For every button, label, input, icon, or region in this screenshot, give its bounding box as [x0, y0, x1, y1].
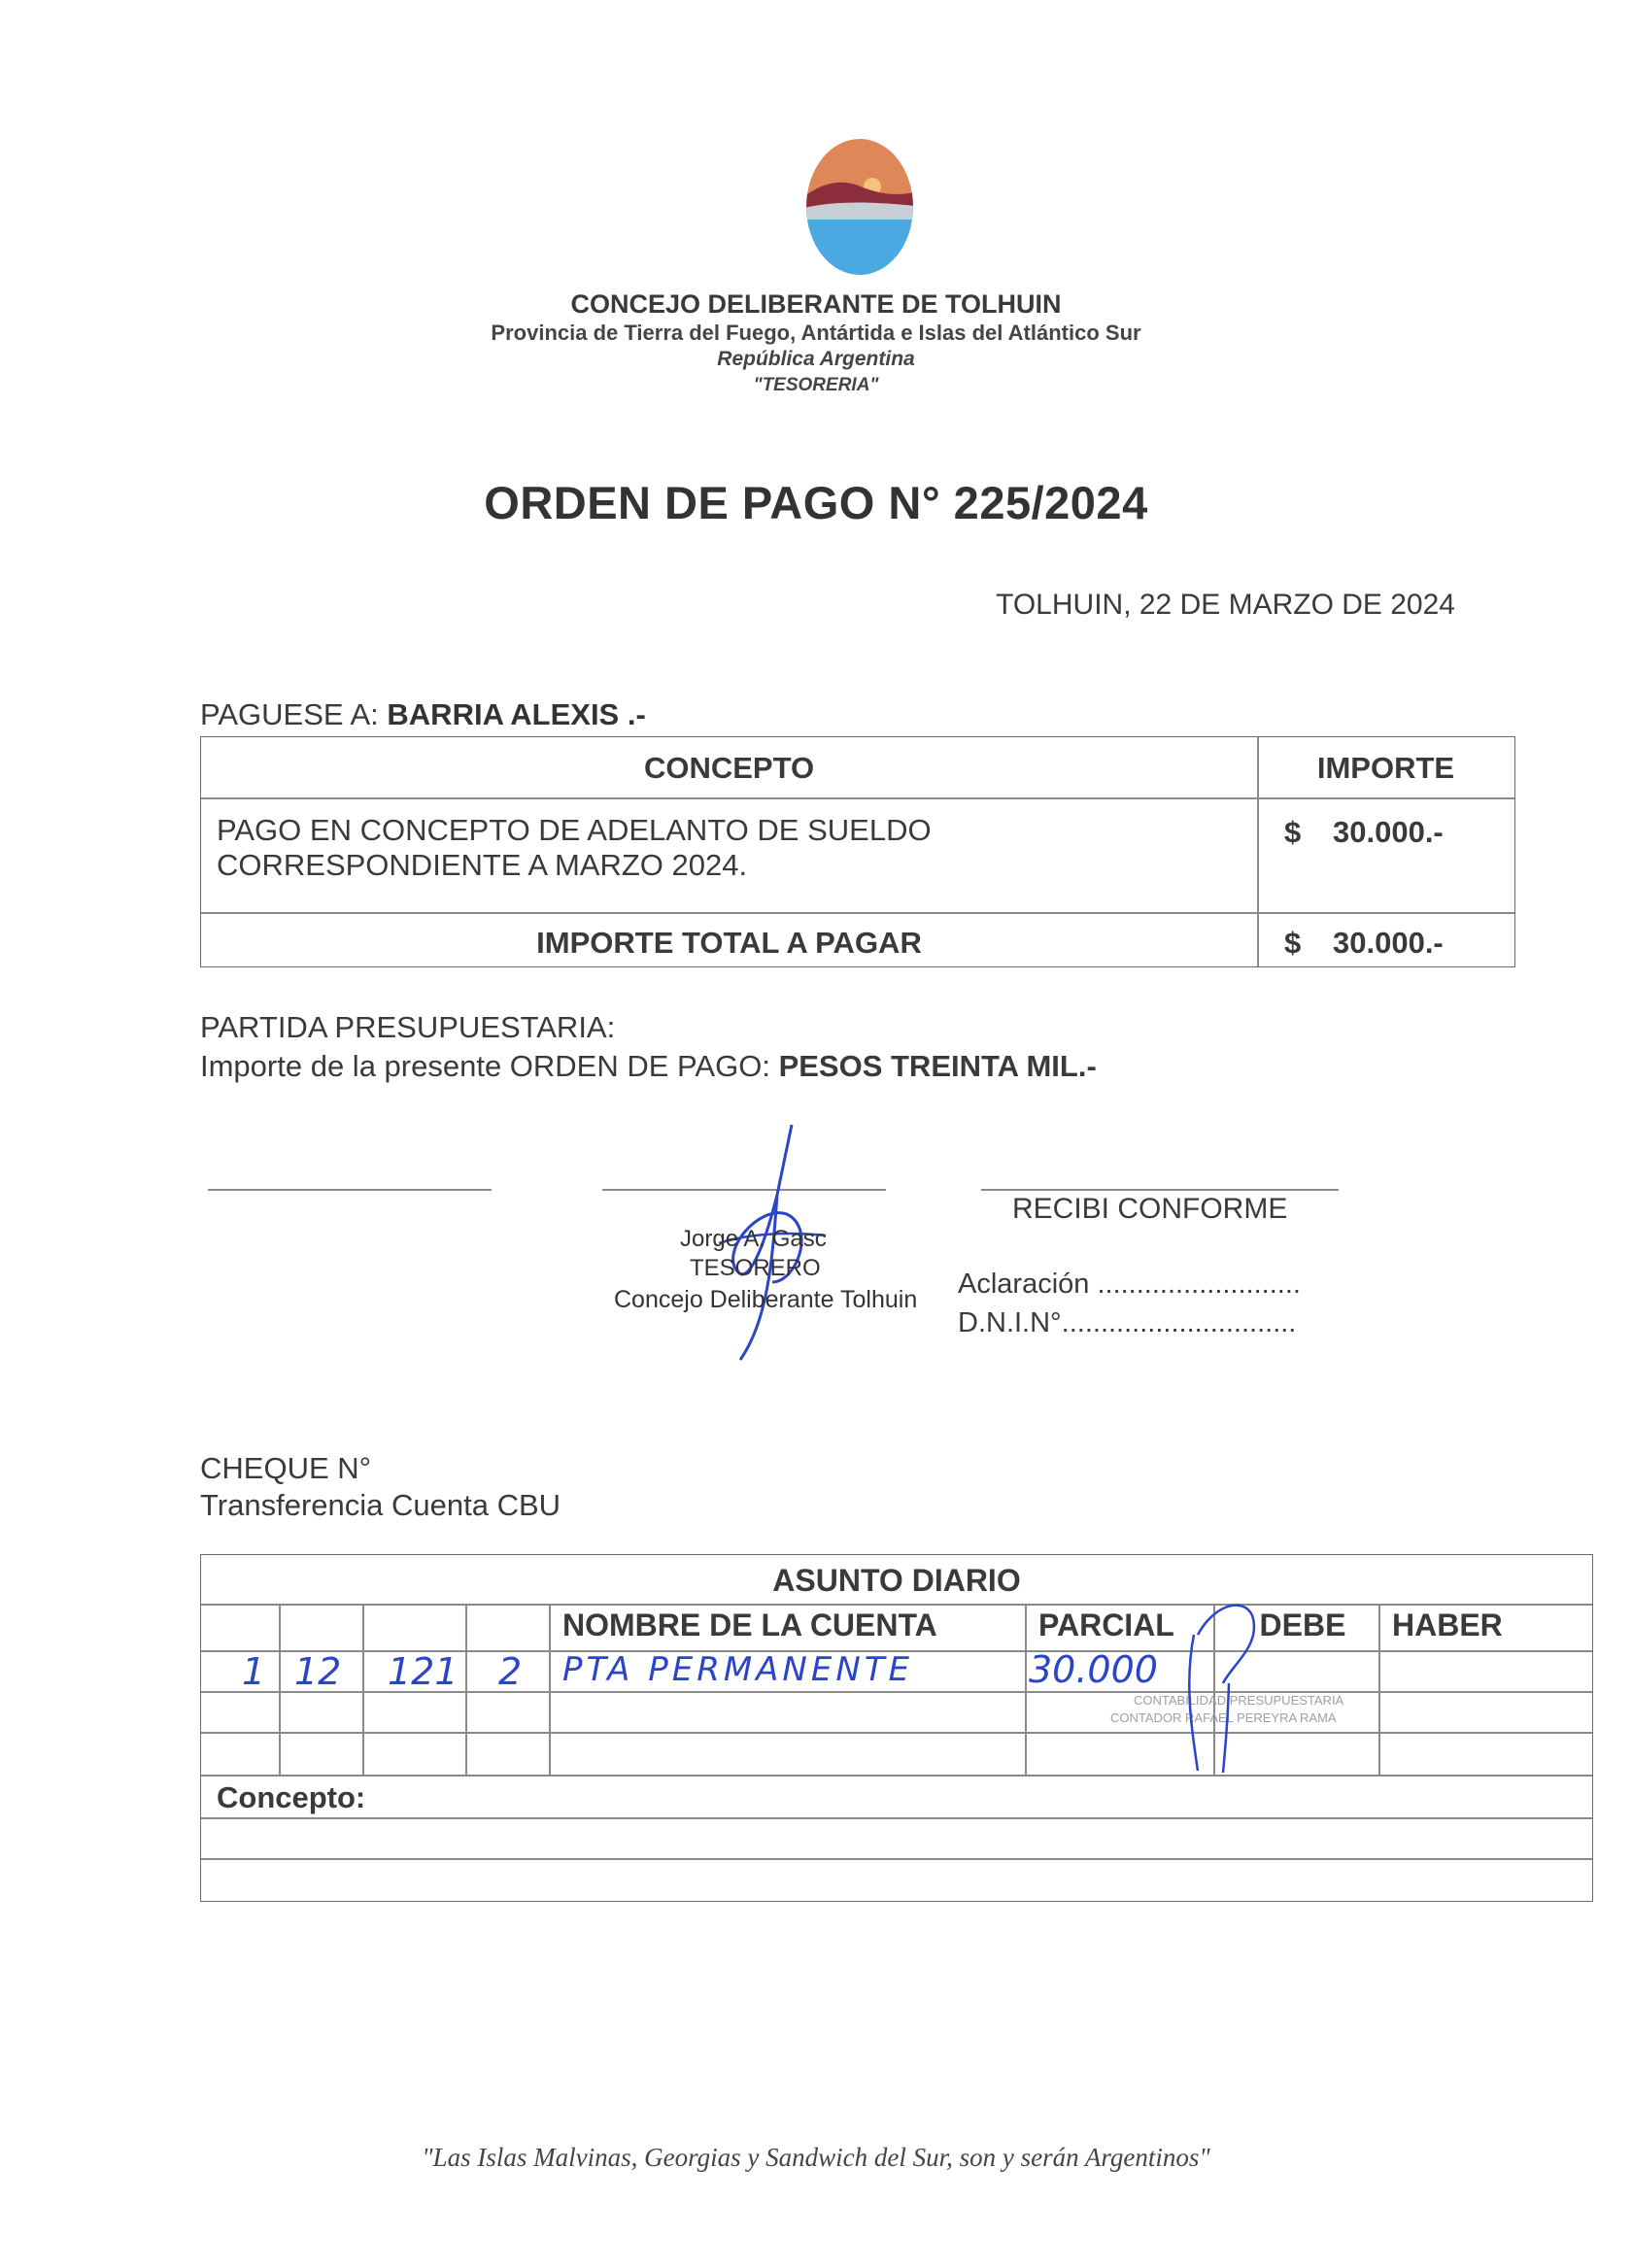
budget-label: PARTIDA PRESUPUESTARIA: [200, 1010, 616, 1044]
payee-label: PAGUESE A: [200, 697, 379, 731]
budget-amount-words: PESOS TREINTA MIL.- [778, 1049, 1097, 1083]
concept-label: Concepto: [217, 1780, 366, 1814]
credit-header: HABER [1392, 1608, 1503, 1642]
concept-header: CONCEPTO [643, 751, 815, 785]
clarification-field: Aclaración .......................... [958, 1269, 1301, 1300]
stamp-line-1: CONTABILIDAD PRESUPUESTARIA [1134, 1693, 1344, 1708]
account-name-handwritten: PTA PERMANENTE [562, 1650, 914, 1689]
row-divider [201, 1775, 1592, 1777]
column-divider [362, 1604, 364, 1775]
payee-name: BARRIA ALEXIS .- [387, 697, 646, 731]
row-divider [201, 1858, 1592, 1860]
dni-field: D.N.I.N°.............................. [958, 1307, 1297, 1338]
payee-line [200, 697, 646, 732]
row-divider [201, 1817, 1592, 1819]
code-3: 121 [388, 1650, 459, 1693]
document-title: ORDEN DE PAGO N° 225/2024 [484, 477, 1148, 528]
province-name: Provincia de Tierra del Fuego, Antártida e Islas del Atlántico Sur [491, 321, 1141, 345]
budget-amount-line [200, 1049, 1097, 1084]
journal-table [200, 1554, 1593, 1902]
total-currency: $ [1284, 926, 1302, 960]
concept-text-line-2: CORRESPONDIENTE A MARZO 2024. [217, 848, 748, 882]
debit-header: DEBE [1259, 1608, 1346, 1642]
total-amount: 30.000.- [1333, 926, 1444, 960]
column-divider [1378, 1604, 1380, 1775]
received-label: RECIBI CONFORME [1012, 1193, 1288, 1225]
row-divider [201, 1732, 1592, 1734]
column-divider [465, 1604, 467, 1775]
budget-amount-prefix: Importe de la presente ORDEN DE PAGO: [200, 1049, 770, 1083]
date-line: TOLHUIN, 22 DE MARZO DE 2024 [996, 589, 1455, 621]
debit-ink-mark [1174, 1567, 1291, 1778]
row-currency: $ [1284, 815, 1302, 849]
row-divider [201, 912, 1514, 914]
concept-text-line-1: PAGO EN CONCEPTO DE ADELANTO DE SUELDO [217, 813, 932, 847]
amount-header: IMPORTE [1316, 751, 1455, 785]
signer-name: Jorge A. Gasc [680, 1226, 827, 1252]
column-divider [549, 1604, 551, 1775]
institution-name: CONCEJO DELIBERANTE DE TOLHUIN [570, 289, 1062, 319]
council-logo [804, 138, 915, 276]
signature-line-1 [208, 1189, 492, 1191]
stamp-line-2: CONTADOR RAFAEL PEREYRA RAMA [1110, 1710, 1337, 1725]
partial-header: PARCIAL [1038, 1608, 1174, 1642]
signer-role: TESORERO [690, 1255, 821, 1281]
column-divider [1025, 1604, 1027, 1775]
journal-title: ASUNTO DIARIO [772, 1563, 1021, 1598]
code-1: 1 [242, 1650, 266, 1693]
concept-table [200, 736, 1515, 967]
account-header: NOMBRE DE LA CUENTA [562, 1608, 937, 1642]
signature-line-3 [981, 1189, 1339, 1191]
partial-amount-handwritten: 30.000 [1029, 1648, 1158, 1691]
country-name: República Argentina [717, 348, 915, 370]
column-divider [279, 1604, 281, 1775]
code-4: 2 [498, 1650, 523, 1693]
signer-org: Concejo Deliberante Tolhuin [614, 1286, 918, 1313]
cheque-label: CHEQUE N° [200, 1451, 372, 1485]
row-amount: 30.000.- [1333, 815, 1444, 849]
code-2: 12 [294, 1650, 342, 1693]
row-divider [201, 797, 1514, 799]
total-label: IMPORTE TOTAL A PAGAR [536, 926, 922, 960]
footer-motto: "Las Islas Malvinas, Georgias y Sandwich del Sur, son y serán Argentinos" [422, 2143, 1210, 2172]
department-name: "TESORERIA" [753, 375, 879, 395]
transfer-label: Transferencia Cuenta CBU [200, 1488, 561, 1522]
row-divider [201, 1604, 1592, 1606]
